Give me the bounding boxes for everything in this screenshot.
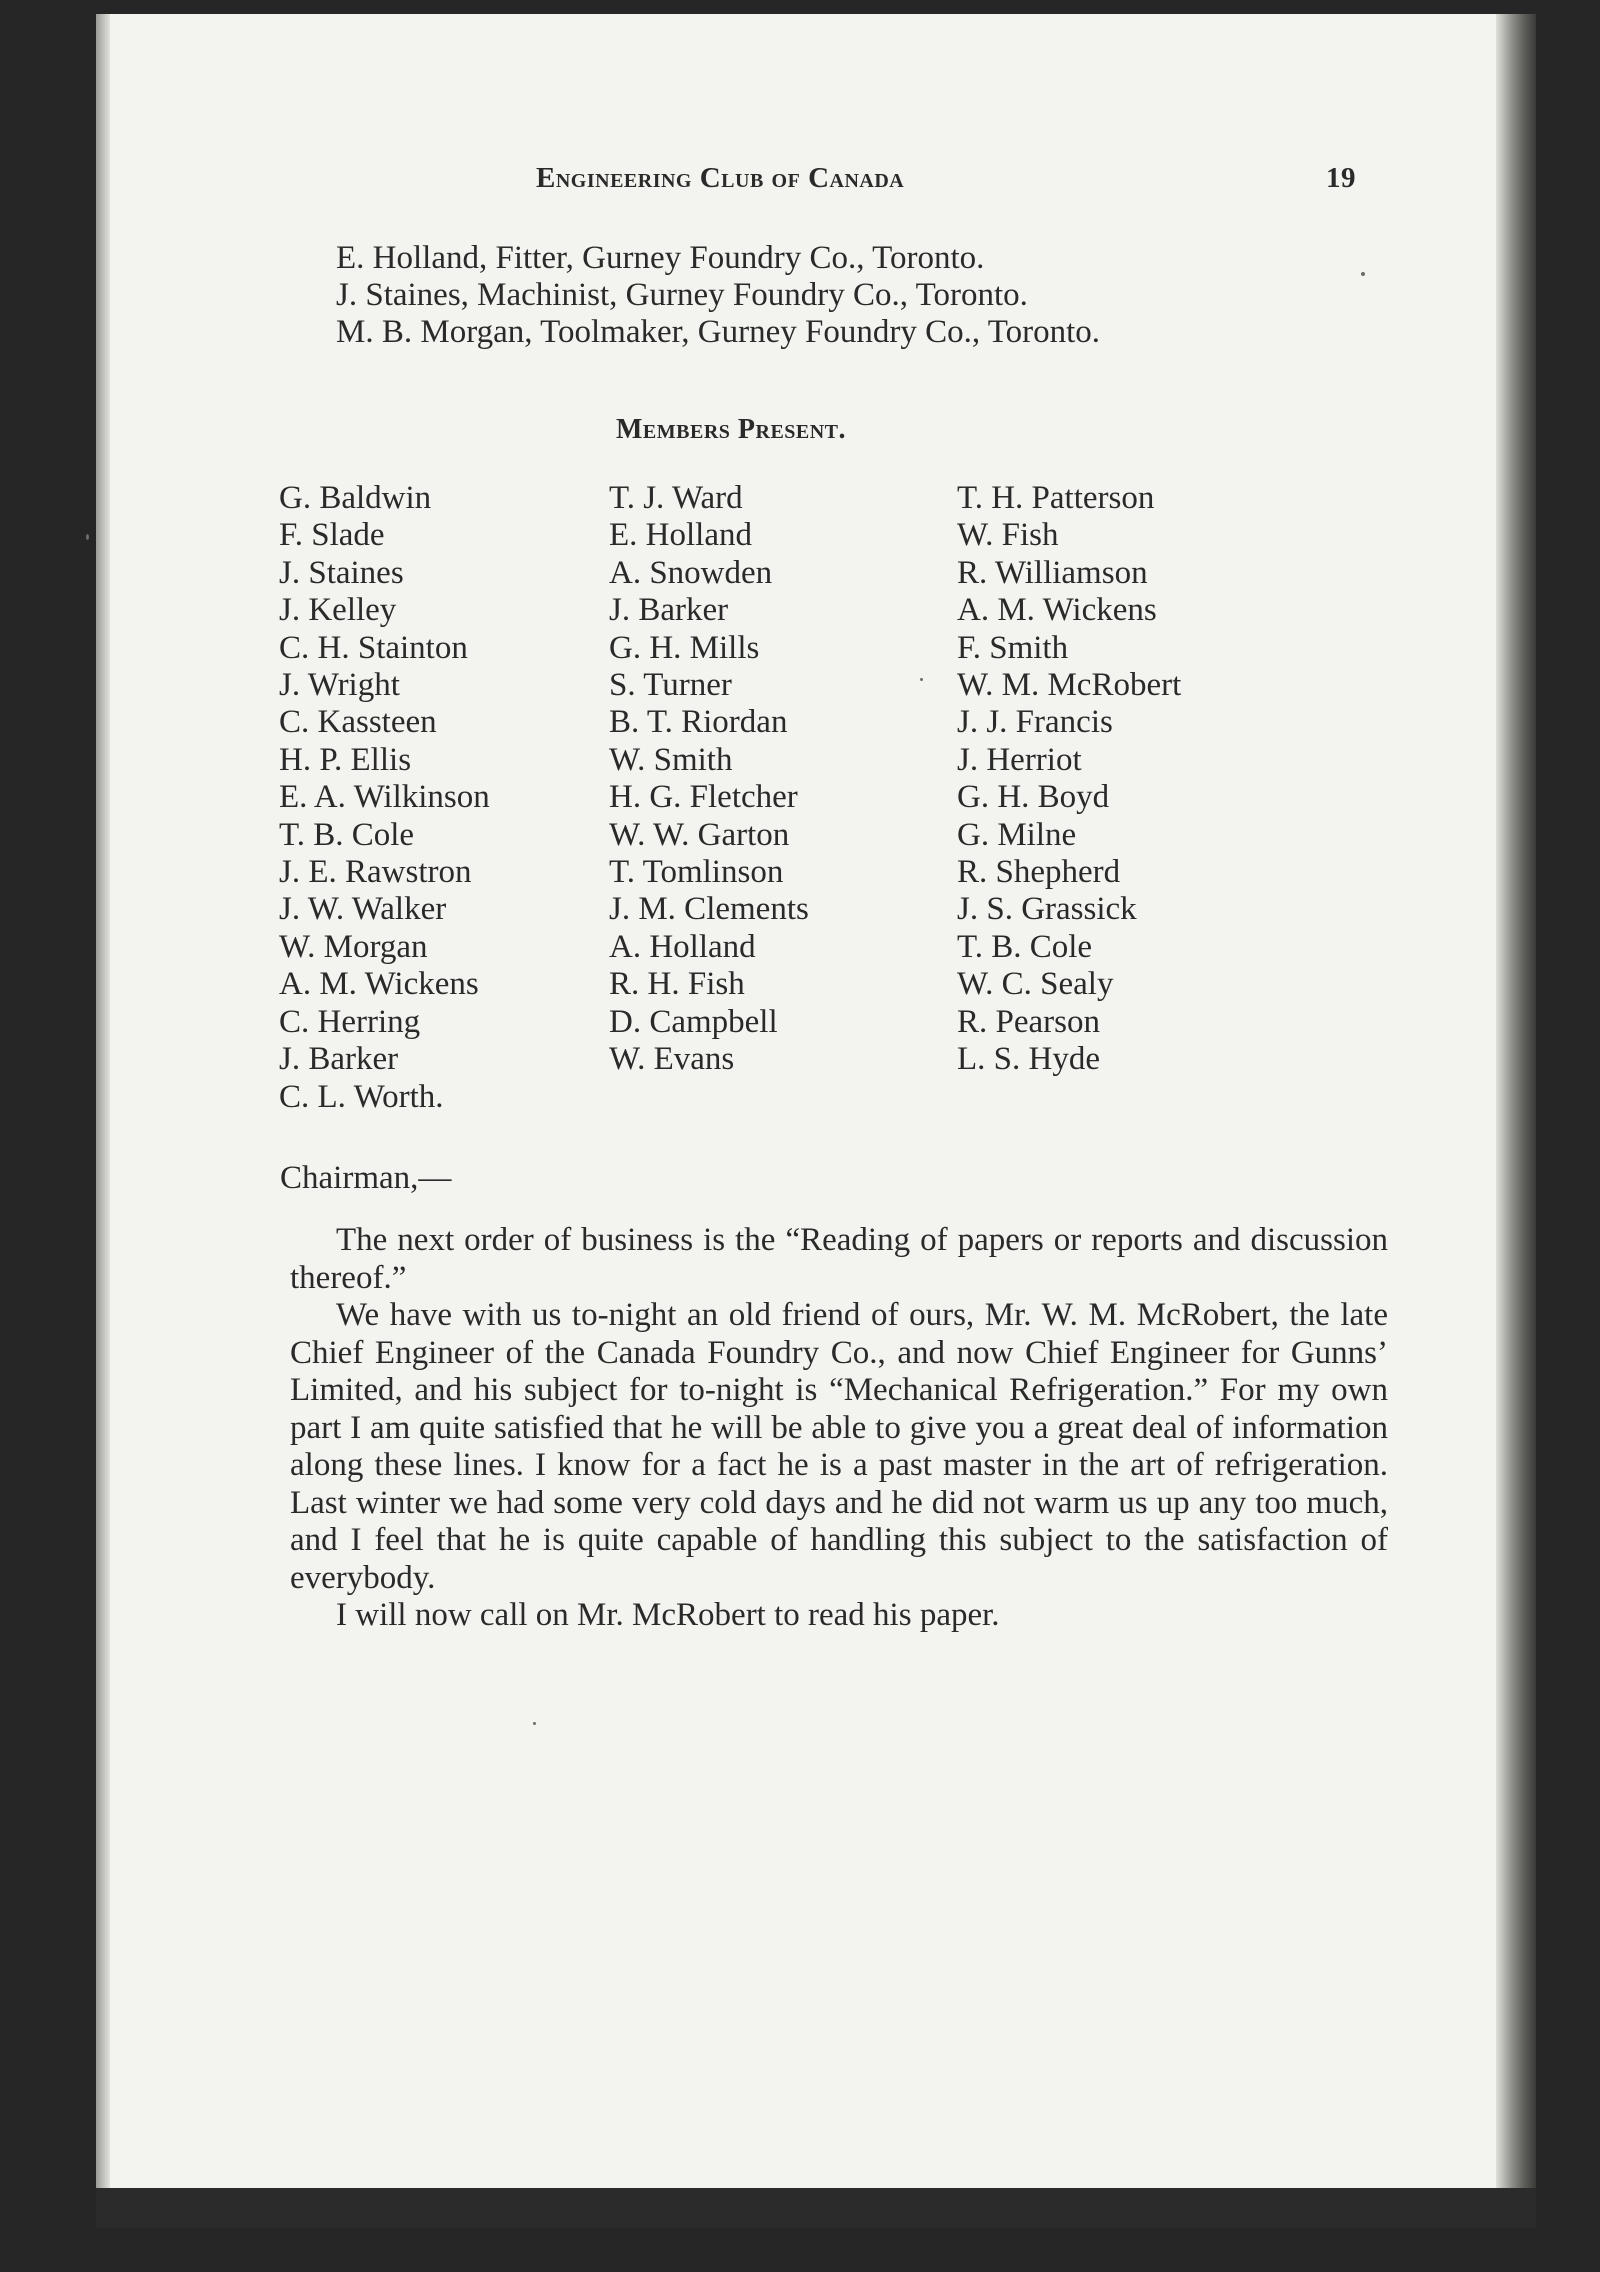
member-name: R. H. Fish [609,966,745,1003]
member-name: S. Turner [609,667,732,704]
member-name: J. Staines [279,554,404,591]
members-column-2 [609,480,809,1079]
running-head [536,162,1436,204]
book-page [96,14,1536,2228]
appointment-line: J. Staines, Machinist, Gurney Foundry Co., Toronto. [336,277,1028,313]
member-name: C. Herring [279,1003,421,1040]
paragraph: The next order of business is the “Reading of papers or reports and discussion thereof.” [290,1222,1388,1296]
members-heading: Members Present. [616,414,847,445]
running-title: Engineering Club of Canada [536,162,905,194]
members-column-3 [957,480,1181,1079]
member-name: G. Baldwin [279,480,432,516]
member-name: J. J. Francis [957,704,1113,741]
member-name: T. B. Cole [957,928,1093,965]
member-name: C. H. Stainton [279,629,468,666]
member-name: W. Smith [609,741,733,778]
members-list [279,480,1379,1140]
member-name: C. L. Worth. [279,1078,444,1115]
member-name: L. S. Hyde [957,1041,1100,1078]
member-name: R. Shepherd [957,854,1121,891]
member-name: J. E. Rawstron [279,854,472,891]
member-name: G. H. Boyd [957,779,1110,816]
appointment-line: E. Holland, Fitter, Gurney Foundry Co., Toronto. [336,240,985,276]
page-content [96,14,1536,2228]
member-name: A. M. Wickens [957,592,1157,629]
member-name: W. Evans [609,1041,735,1078]
member-name: T. B. Cole [279,816,415,853]
member-name: R. Pearson [957,1003,1100,1040]
member-name: H. G. Fletcher [609,779,798,816]
speck [86,534,89,540]
speck [920,678,923,681]
member-name: W. Fish [957,517,1059,554]
member-name: E. Holland [609,517,752,554]
members-column-1 [279,480,490,1116]
paragraph: I will now call on Mr. McRobert to read his paper. [336,1597,1000,1633]
appointment-line: M. B. Morgan, Toolmaker, Gurney Foundry Co., Toronto. [336,314,1101,350]
appointments-list [336,240,1396,351]
member-name: J. Wright [279,667,400,704]
member-name: T. Tomlinson [609,854,784,891]
member-name: J. Herriot [957,741,1082,778]
member-name: J. Barker [279,1041,399,1078]
body-text [290,1222,1388,1635]
member-name: R. Williamson [957,554,1148,591]
member-name: A. M. Wickens [279,966,479,1003]
member-name: C. Kassteen [279,704,437,741]
member-name: W. Morgan [279,928,428,965]
member-name: J. Kelley [279,592,397,629]
paragraph: We have with us to-night an old friend of ours, Mr. W. M. McRobert, the late Chief Engineer of the Canada Foundry Co., and now Chief Engineer for Gunns’ Limited, and his subject for to-night is “Mechanical Refrigeration.” For my own part I am quite satisfied that he will be able to give you a great deal of information along these lines. I know for a fact he is a past master in the art of refrigeration. Last winter we had some very cold days and he did not warm us up any too much, and I feel that he is quite capable of handling this subject to the satisfaction of everybody. [290,1297,1388,1596]
speck [533,1722,536,1725]
member-name: F. Smith [957,629,1069,666]
member-name: A. Snowden [609,554,773,591]
member-name: B. T. Riordan [609,704,788,741]
member-name: G. H. Mills [609,629,760,666]
member-name: A. Holland [609,928,756,965]
member-name: H. P. Ellis [279,741,412,778]
member-name: G. Milne [957,816,1077,853]
member-name: W. C. Sealy [957,966,1114,1003]
member-name: J. W. Walker [279,891,447,928]
speaker-label: Chairman,— [280,1160,452,1196]
member-name: T. J. Ward [609,480,743,516]
member-name: J. S. Grassick [957,891,1137,928]
member-name: J. M. Clements [609,891,809,928]
member-name: D. Campbell [609,1003,778,1040]
member-name: T. H. Patterson [957,480,1155,516]
member-name: J. Barker [609,592,729,629]
speck [1361,272,1365,276]
page-number: 19 [1326,162,1356,194]
member-name: F. Slade [279,517,385,554]
member-name: W. M. McRobert [957,667,1182,704]
member-name: W. W. Garton [609,816,790,853]
member-name: E. A. Wilkinson [279,779,490,816]
